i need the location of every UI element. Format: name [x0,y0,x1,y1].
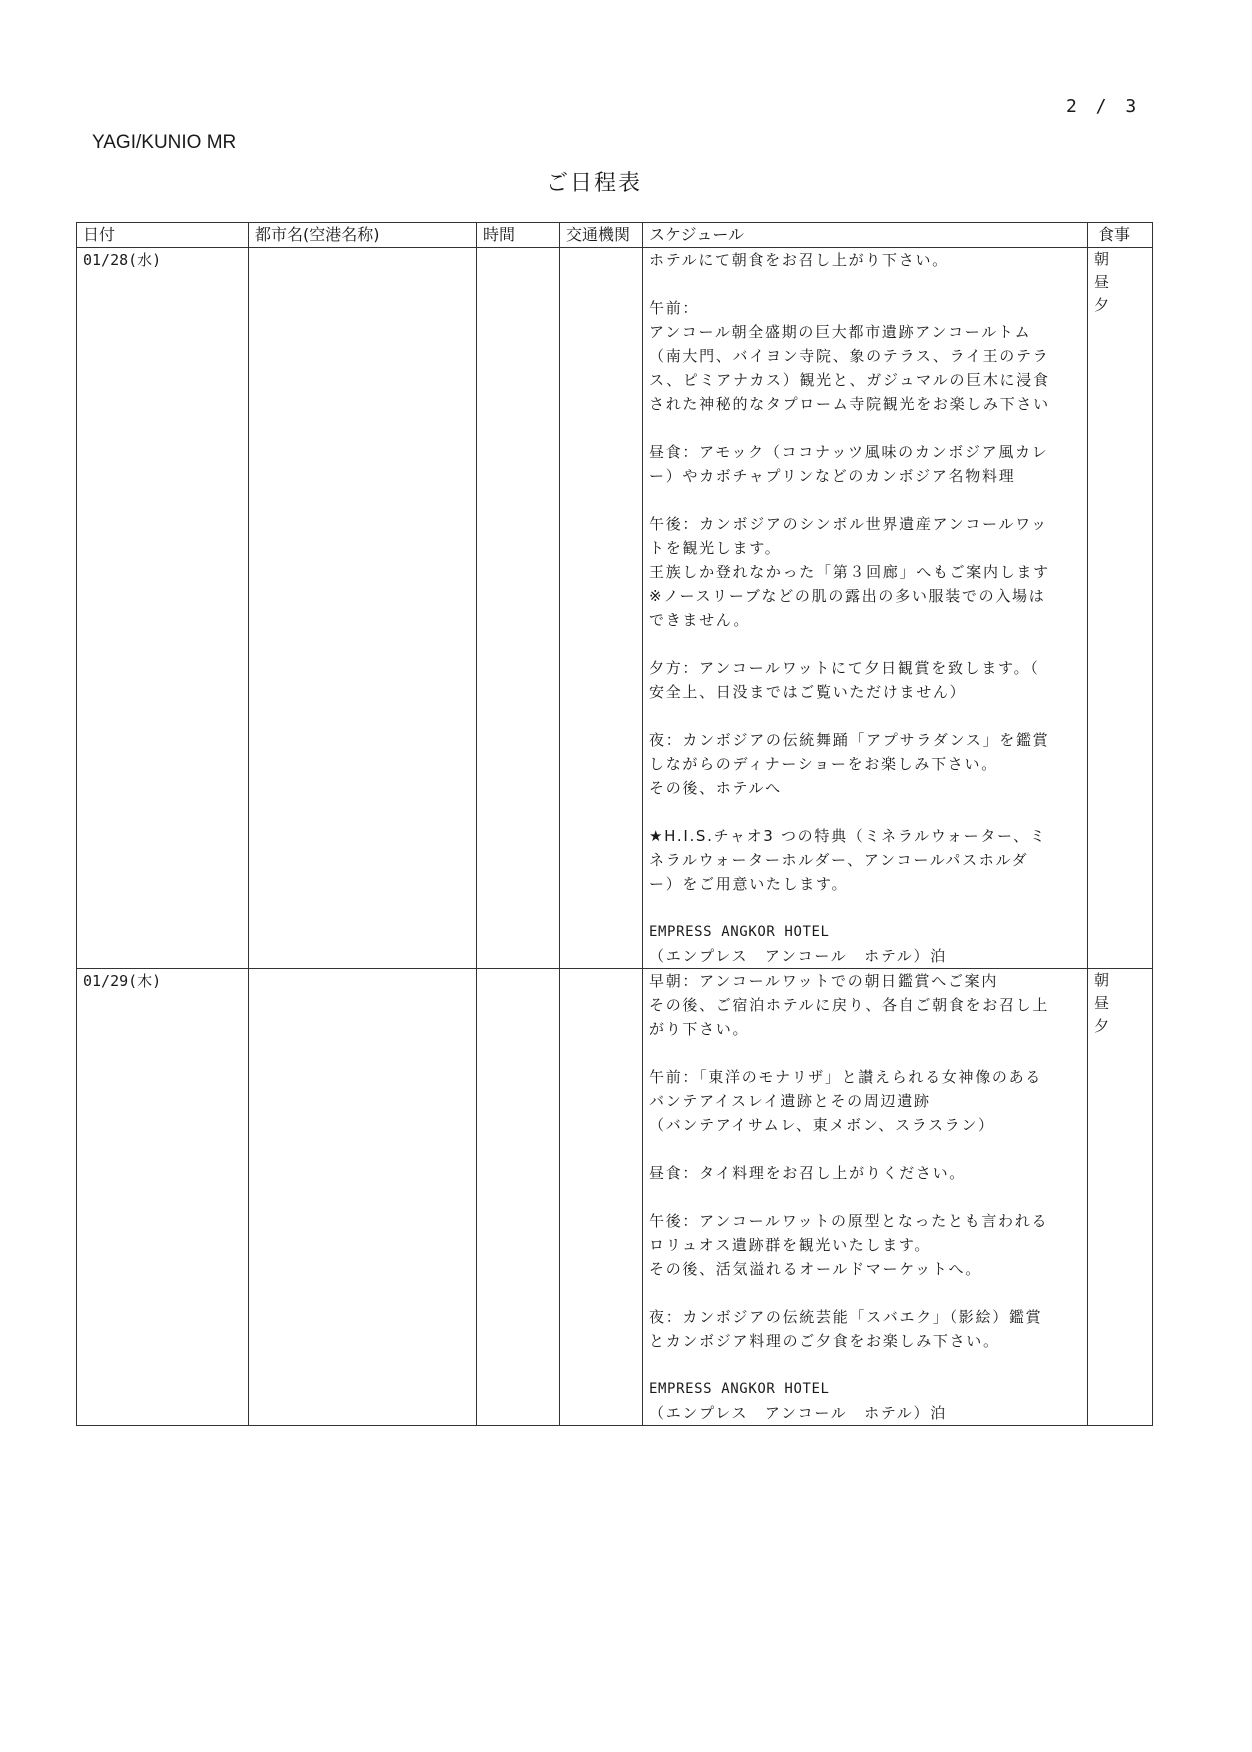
schedule-cell [643,969,1088,1426]
schedule-blank-line [649,896,1087,920]
schedule-blank-line [649,1041,1087,1065]
date-cell: 01/28(水) [77,248,249,969]
transport-cell [560,248,643,969]
schedule-line: 安全上、日没まではご覧いただけません） [649,683,967,701]
schedule-line: 午前：「東洋のモナリザ」と讃えられる女神像のある [649,1068,1043,1086]
header-date: 日付 [77,223,249,248]
schedule-line: その後、活気溢れるオールドマーケットへ。 [649,1260,982,1278]
schedule-line: ロリュオス遺跡群を観光いたします。 [649,1236,932,1254]
header-meals: 食事 [1088,223,1153,248]
schedule-line: ー）をご用意いたします。 [649,875,849,893]
header-transport: 交通機関 [560,223,643,248]
schedule-line: その後、ご宿泊ホテルに戻り、各自ご朝食をお召し上 [649,996,1050,1014]
schedule-line: 夜：カンボジアの伝統舞踊「アプサラダンス」を鑑賞 [649,731,1050,749]
header-city: 都市名(空港名称) [249,223,477,248]
schedule-line: がり下さい。 [649,1020,750,1038]
schedule-line: その後、ホテルへ [649,779,782,797]
schedule-line: （南大門、バイヨン寺院、象のテラス、ライ王のテラ [649,347,1050,365]
schedule-blank-line [649,1353,1087,1377]
meal-breakfast: 朝 [1094,250,1110,268]
schedule-line: ネラルウォーターホルダー、アンコールパスホルダ [649,851,1029,869]
city-cell [249,248,477,969]
time-cell [477,969,560,1426]
header-schedule: スケジュール [643,223,1088,248]
schedule-line: 昼食：タイ料理をお召し上がりください。 [649,1164,967,1182]
schedule-line: バンテアイスレイ遺跡とその周辺遺跡 [649,1092,931,1110]
schedule-line: ー）やカボチャプリンなどのカンボジア名物料理 [649,467,1016,485]
schedule-line: とカンボジア料理のご夕食をお楽しみ下さい。 [649,1332,1000,1350]
schedule-line: 早朝：アンコールワットでの朝日鑑賞へご案内 [649,972,999,990]
schedule-blank-line [649,1137,1087,1161]
schedule-line: 夜：カンボジアの伝統芸能「スバエク」（影絵）鑑賞 [649,1308,1043,1326]
itinerary-table [76,222,1153,1426]
schedule-line: 午前： [649,299,700,317]
header-time: 時間 [477,223,560,248]
meal-cell [1088,969,1153,1426]
schedule-blank-line [649,1185,1087,1209]
schedule-line: トを観光します。 [649,539,782,557]
schedule-line: された神秘的なタプローム寺院観光をお楽しみ下さい [649,395,1050,413]
meal-lunch: 昼 [1094,994,1110,1012]
document-title: ご日程表 [546,171,643,196]
schedule-line: EMPRESS ANGKOR HOTEL [649,924,830,940]
schedule-blank-line [649,632,1087,656]
passenger-name: YAGI/KUNIO MR [92,132,237,153]
transport-cell [560,969,643,1426]
schedule-line: アンコール朝全盛期の巨大都市遺跡アンコールトム [649,323,1032,341]
meal-lunch: 昼 [1094,273,1110,291]
schedule-line: しながらのディナーショーをお楽しみ下さい。 [649,755,998,773]
schedule-line: 夕方：アンコールワットにて夕日観賞を致します。（ [649,659,1040,677]
schedule-line: （エンプレス アンコール ホテル）泊 [649,1404,947,1422]
schedule-blank-line [649,272,1087,296]
city-cell [249,969,477,1426]
meal-breakfast: 朝 [1094,971,1110,989]
schedule-line: 昼食：アモック（ココナッツ風味のカンボジア風カレ [649,443,1049,461]
table-row [77,248,1153,969]
schedule-line: （エンプレス アンコール ホテル）泊 [649,947,947,965]
meal-dinner: 夕 [1094,1017,1110,1035]
time-cell [477,248,560,969]
schedule-line: （バンテアイサムレ、東メボン、スラスラン） [649,1116,995,1134]
schedule-blank-line [649,704,1087,728]
table-header-row [77,223,1153,248]
meal-dinner: 夕 [1094,296,1110,314]
page-number: 2 / 3 [1066,96,1141,117]
schedule-blank-line [649,1281,1087,1305]
schedule-line: ホテルにて朝食をお召し上がり下さい。 [649,251,949,269]
schedule-line: 午後：カンボジアのシンボル世界遺産アンコールワッ [649,515,1048,533]
schedule-line: 午後：アンコールワットの原型となったとも言われる [649,1212,1049,1230]
schedule-blank-line [649,416,1087,440]
schedule-blank-line [649,800,1087,824]
schedule-blank-line [649,488,1087,512]
schedule-cell [643,248,1088,969]
table-row [77,969,1153,1426]
schedule-line: 王族しか登れなかった「第３回廊」へもご案内します [649,563,1050,581]
schedule-line: ※ノースリーブなどの肌の露出の多い服装での入場は [649,587,1046,605]
schedule-line: ★H.I.S.チャオ3 つの特典（ミネラルウォーター、ミ [649,827,1047,845]
schedule-line: できません。 [649,611,751,629]
schedule-line: EMPRESS ANGKOR HOTEL [649,1381,830,1397]
schedule-line: ス、ピミアナカス）観光と、ガジュマルの巨木に浸食 [649,371,1050,389]
meal-cell [1088,248,1153,969]
date-cell: 01/29(木) [77,969,249,1426]
